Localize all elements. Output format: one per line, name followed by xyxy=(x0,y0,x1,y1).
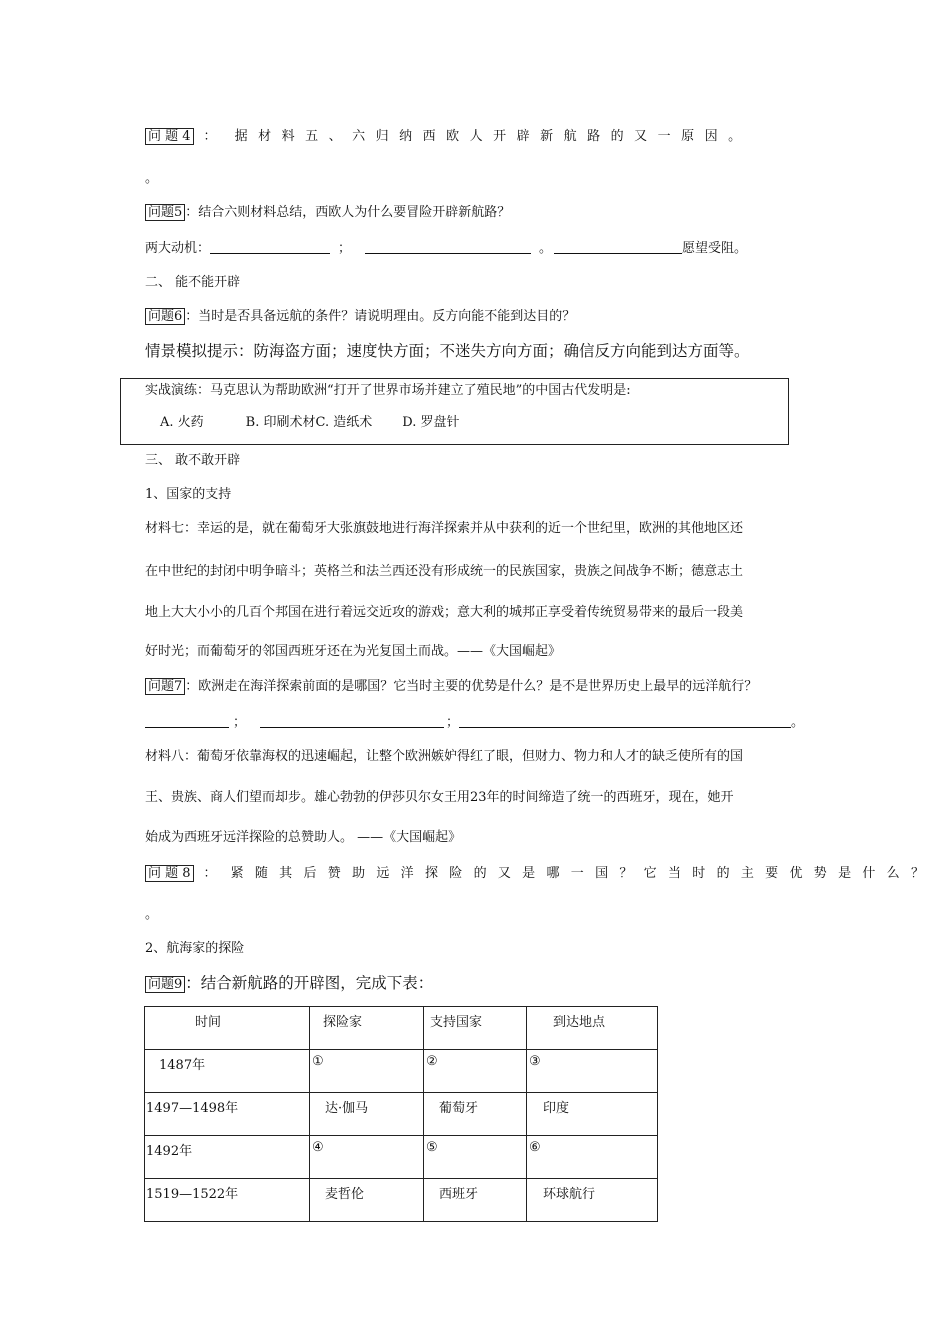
table-cell-destination: 环球航行 xyxy=(527,1179,658,1222)
table-header-country: 支持国家 xyxy=(424,1007,527,1050)
material-7-line-2: 在中世纪的封闭中明争暗斗；英格兰和法兰西还没有形成统一的民族国家，贵族之间战争不断；德意志土 xyxy=(145,564,744,579)
q7-end: 。 xyxy=(791,715,805,730)
practice-stem: 实战演练：马克思认为帮助欧洲“打开了世界市场并建立了殖民地”的中国古代发明是: xyxy=(145,383,631,398)
material-7-line-3: 地上大大小小的几百个邦国在进行着远交近攻的游戏；意大利的城邦正享受着传统贸易带来的最后一段美 xyxy=(145,605,744,620)
table-cell-country-blank[interactable]: ⑤ xyxy=(424,1136,527,1179)
question-8-text: 紧随其后赞助远洋探险的又是哪一国？它当时的主要优势是什么？ xyxy=(230,866,936,881)
section-3-heading: 三、 敢不敢开辟 xyxy=(145,453,241,468)
question-7-answers xyxy=(145,714,804,732)
motive-blank-3[interactable] xyxy=(554,240,682,254)
practice-options xyxy=(160,414,459,432)
question-9-text: ：结合新航路的开辟图，完成下表： xyxy=(185,974,434,992)
motives-sep-2: 。 xyxy=(539,241,553,256)
table-cell-time: 1519—1522年 xyxy=(145,1179,310,1222)
table-cell-country: 西班牙 xyxy=(424,1179,527,1222)
scenario-hint: 情景模拟提示：防海盗方面；速度快方面；不迷失方向方面；确信反方向能到达方面等。 xyxy=(145,342,750,360)
table-cell-time: 1497—1498年 xyxy=(145,1093,310,1136)
question-8-label: 问 题 8 xyxy=(145,865,194,882)
table-cell-destination-blank[interactable]: ③ xyxy=(527,1050,658,1093)
question-8-colon: ： xyxy=(203,866,217,881)
question-5-text: ：结合六则材料总结，西欧人为什么要冒险开辟新航路？ xyxy=(185,205,511,220)
question-8-tail: 。 xyxy=(145,907,159,922)
table-header-row xyxy=(145,1007,658,1050)
table-header-time: 时间 xyxy=(145,1007,310,1050)
table-cell-explorer-blank[interactable]: ④ xyxy=(310,1136,424,1179)
question-5-label: 问题5 xyxy=(145,204,185,221)
subsection-1-heading: 1、国家的支持 xyxy=(145,487,232,502)
question-9 xyxy=(145,974,433,994)
table-row xyxy=(145,1050,658,1093)
question-7 xyxy=(145,678,757,696)
material-7-line-1: 材料七：幸运的是，就在葡萄牙大张旗鼓地进行海洋探索并从中获利的近一个世纪里，欧洲的其他地区还 xyxy=(145,521,744,536)
voyages-table xyxy=(144,1006,658,1222)
motives-sep-1: ； xyxy=(338,241,352,256)
material-8-line-2: 王、贵族、商人们望而却步。雄心勃勃的伊莎贝尔女王用23年的时间缔造了统一的西班牙，现在，她开 xyxy=(145,790,734,805)
table-row xyxy=(145,1093,658,1136)
material-8-line-3: 始成为西班牙远洋探险的总赞助人。 ——《大国崛起》 xyxy=(145,830,462,845)
table-cell-time: 1492年 xyxy=(145,1136,310,1179)
subsection-2-heading: 2、航海家的探险 xyxy=(145,941,245,956)
table-cell-destination: 印度 xyxy=(527,1093,658,1136)
question-7-label: 问题7 xyxy=(145,678,185,695)
material-7-line-4: 好时光；而葡萄牙的邻国西班牙还在为光复国土而战。——《大国崛起》 xyxy=(145,644,562,659)
table-cell-country: 葡萄牙 xyxy=(424,1093,527,1136)
question-4-text: 据材料五、六归纳西欧人开辟新航路的又一原因。 xyxy=(234,129,752,144)
q7-sep-2: ； xyxy=(446,715,460,730)
table-header-explorer: 探险家 xyxy=(310,1007,424,1050)
table-cell-explorer-blank[interactable]: ① xyxy=(310,1050,424,1093)
question-9-label: 问题9 xyxy=(145,976,185,993)
practice-option-bc[interactable]: B. 印刷术材C. 造纸术 xyxy=(245,415,373,430)
table-cell-explorer: 麦哲伦 xyxy=(310,1179,424,1222)
question-8 xyxy=(145,865,935,883)
motives-line xyxy=(145,240,747,258)
question-6-label: 问题6 xyxy=(145,308,185,325)
table-row xyxy=(145,1136,658,1179)
table-cell-explorer: 达·伽马 xyxy=(310,1093,424,1136)
question-6 xyxy=(145,308,575,326)
table-cell-time: 1487年 xyxy=(145,1050,310,1093)
practice-option-a[interactable]: A. 火药 xyxy=(160,415,204,430)
table-header-destination: 到达地点 xyxy=(527,1007,658,1050)
question-7-text: ：欧洲走在海洋探索前面的是哪国？它当时主要的优势是什么？是不是世界历史上最早的远洋航行？ xyxy=(185,679,758,694)
question-4 xyxy=(145,128,752,146)
q7-blank-2[interactable] xyxy=(260,714,444,728)
question-6-text: ：当时是否具备远航的条件？请说明理由。反方向能不能到达目的？ xyxy=(185,309,576,324)
motive-blank-2[interactable] xyxy=(365,240,531,254)
q7-blank-3[interactable] xyxy=(459,714,791,728)
question-4-label: 问 题 4 xyxy=(145,128,194,145)
section-2-heading: 二、 能不能开辟 xyxy=(145,275,241,290)
q7-sep-1: ； xyxy=(233,715,247,730)
table-cell-country-blank[interactable]: ② xyxy=(424,1050,527,1093)
table-row xyxy=(145,1179,658,1222)
motives-suffix: 愿望受阻。 xyxy=(682,241,748,256)
question-4-colon: ： xyxy=(203,129,217,144)
motive-blank-1[interactable] xyxy=(210,240,330,254)
question-4-tail: 。 xyxy=(145,171,159,186)
practice-option-d[interactable]: D. 罗盘针 xyxy=(402,415,460,430)
material-8-line-1: 材料八：葡萄牙依靠海权的迅速崛起，让整个欧洲嫉妒得红了眼，但财力、物力和人才的缺乏使所有的国 xyxy=(145,749,744,764)
table-cell-destination-blank[interactable]: ⑥ xyxy=(527,1136,658,1179)
q7-blank-1[interactable] xyxy=(145,714,229,728)
question-5 xyxy=(145,204,510,222)
motives-prefix: 两大动机： xyxy=(145,241,211,256)
